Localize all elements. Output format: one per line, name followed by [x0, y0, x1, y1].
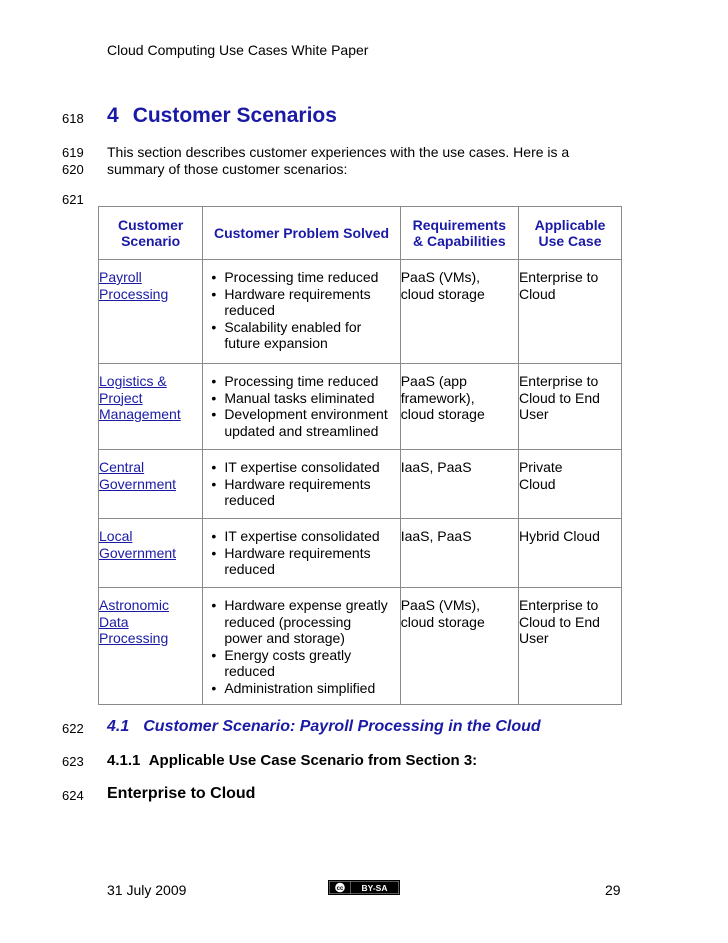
line-number: 620: [62, 162, 84, 177]
page-header: Cloud Computing Use Cases White Paper: [107, 42, 369, 58]
requirements-text-line: PaaS (app: [400, 373, 467, 389]
problem-text-line: Hardware requirements: [224, 475, 371, 492]
scenario-link[interactable]: Processing: [99, 630, 169, 646]
use-case-cell: [518, 450, 621, 519]
cc-license-label: BY-SA: [361, 882, 388, 893]
problem-list: [203, 459, 399, 509]
intro-line: summary of those customer scenarios:: [107, 161, 348, 177]
problem-text-line: Scalability enabled for: [224, 318, 362, 335]
header-text-line: Customer Problem Solved: [213, 224, 390, 241]
use-case-text-line: Enterprise to: [518, 373, 599, 389]
table-row: [99, 364, 622, 450]
problem-text-line: Administration simplified: [224, 679, 376, 696]
header-customer-scenario: [99, 207, 203, 260]
use-case-text-line: Private: [518, 459, 563, 475]
scenario-cell: [99, 519, 203, 588]
problem-text-line: reduced (processing: [224, 613, 352, 630]
problem-list: [203, 269, 399, 352]
header-problem-solved: [203, 207, 400, 260]
scenario-link[interactable]: Processing: [99, 285, 169, 302]
problem-list: [203, 528, 399, 578]
use-case-text-line: Enterprise to: [518, 597, 599, 613]
scenario-link[interactable]: Logistics &: [99, 373, 167, 389]
problem-text-line: Hardware requirements: [224, 544, 371, 561]
table-row: [99, 260, 622, 364]
table-row: [99, 588, 622, 705]
requirements-cell: [400, 260, 518, 364]
problem-item: [203, 459, 395, 476]
problem-text-line: updated and streamlined: [224, 422, 379, 439]
header-text-line: Scenario: [121, 233, 181, 249]
section-title: Customer Scenarios: [132, 104, 337, 127]
header-text-line: Use Case: [538, 233, 602, 249]
line-number: 618: [62, 111, 84, 126]
requirements-text-line: cloud storage: [400, 613, 485, 630]
problem-text-line: future expansion: [224, 335, 328, 351]
problem-text-line: reduced: [224, 561, 275, 577]
problem-item: [203, 286, 395, 319]
requirements-text-line: IaaS, PaaS: [400, 528, 472, 544]
footer-page-number: 29: [605, 882, 621, 898]
problem-cell: [203, 450, 400, 519]
problem-text-line: IT expertise consolidated: [224, 459, 380, 475]
scenario-link[interactable]: Astronomic: [99, 597, 170, 613]
requirements-cell: [400, 450, 518, 519]
requirements-cell: [400, 519, 518, 588]
header-text-line: Requirements: [412, 216, 506, 233]
problem-item: [203, 647, 395, 680]
scenario-link[interactable]: Data: [99, 613, 129, 630]
scenario-link[interactable]: Government: [99, 544, 177, 561]
use-case-text-line: User: [518, 406, 549, 422]
problem-text-line: Processing time reduced: [224, 269, 379, 285]
use-case-text-line: Hybrid Cloud: [518, 528, 600, 544]
use-case-cell: [518, 519, 621, 588]
table-row: [99, 450, 622, 519]
problem-item: [203, 680, 395, 697]
subsection-heading: [107, 718, 541, 736]
intro-paragraph: [107, 144, 607, 178]
requirements-cell: [400, 588, 518, 705]
scenario-cell: [99, 450, 203, 519]
header-text-line: Applicable: [534, 216, 606, 233]
line-number: 623: [62, 754, 84, 769]
problem-cell: [203, 364, 400, 450]
subsection-number: 4.1: [107, 718, 130, 735]
header-text-line: & Capabilities: [413, 233, 506, 249]
use-case-cell: [518, 364, 621, 450]
problem-text-line: reduced: [224, 492, 275, 508]
scenario-cell: [99, 364, 203, 450]
problem-text-line: IT expertise consolidated: [224, 528, 380, 544]
problem-cell: [203, 588, 400, 705]
problem-text-line: Energy costs greatly: [224, 646, 352, 663]
requirements-text-line: cloud storage: [400, 406, 485, 422]
requirements-text-line: PaaS (VMs),: [400, 597, 481, 613]
scenario-link[interactable]: Central: [99, 459, 145, 475]
use-case-text-line: Enterprise to: [518, 269, 599, 285]
intro-line: This section describes customer experiences with the use cases. Here is a: [107, 144, 570, 160]
problem-text-line: power and storage): [224, 630, 345, 646]
problem-text-line: reduced: [224, 302, 275, 318]
scenario-link[interactable]: Project: [99, 389, 143, 406]
requirements-text-line: IaaS, PaaS: [400, 459, 472, 475]
section-number: 4: [107, 104, 119, 127]
problem-item: [203, 269, 395, 286]
requirements-text-line: cloud storage: [400, 285, 485, 302]
problem-item: [203, 406, 395, 439]
requirements-text-line: PaaS (VMs),: [400, 269, 481, 285]
header-applicable-use-case: [518, 207, 621, 260]
table-row: [99, 519, 622, 588]
use-case-cell: [518, 260, 621, 364]
customer-scenarios-table: [98, 206, 622, 705]
scenario-cell: [99, 260, 203, 364]
scenario-link[interactable]: Payroll: [99, 269, 142, 285]
problem-item: [203, 545, 395, 578]
section-heading: [107, 104, 337, 128]
scenario-cell: [99, 588, 203, 705]
problem-text-line: Manual tasks eliminated: [224, 389, 375, 406]
problem-item: [203, 373, 395, 390]
cc-license-badge: [328, 880, 400, 895]
use-case-text-line: Cloud: [518, 475, 556, 492]
subsubsection-number: 4.1.1: [107, 752, 141, 769]
header-text-line: Customer: [117, 216, 184, 233]
problem-text-line: Processing time reduced: [224, 373, 379, 389]
table-header-row: [99, 207, 622, 260]
line-number: 622: [62, 721, 84, 736]
line-number: 624: [62, 788, 84, 803]
problem-item: [203, 319, 395, 352]
scenario-link[interactable]: Government: [99, 475, 177, 492]
problem-text-line: Hardware expense greatly: [224, 597, 388, 613]
use-case-text-line: Cloud: [518, 285, 556, 302]
line-number: 619: [62, 145, 84, 160]
use-case-cell: [518, 588, 621, 705]
subsection-title: Customer Scenario: Payroll Processing in the Cloud: [143, 718, 541, 735]
line-number: 621: [62, 192, 84, 207]
footer-date: 31 July 2009: [107, 882, 187, 898]
problem-list: [203, 373, 399, 439]
use-case-text-line: User: [518, 630, 549, 646]
problem-item: [203, 476, 395, 509]
use-case-text-line: Cloud to End: [518, 613, 600, 630]
problem-text-line: Hardware requirements: [224, 285, 371, 302]
problem-cell: [203, 519, 400, 588]
problem-list: [203, 597, 399, 696]
problem-item: [203, 390, 395, 407]
problem-item: [203, 528, 395, 545]
requirements-text-line: framework),: [400, 389, 475, 406]
subsubsection-heading: [107, 752, 477, 769]
scenario-link[interactable]: Local: [99, 528, 133, 544]
problem-text-line: reduced: [224, 663, 275, 679]
subsubsection-title: Applicable Use Case Scenario from Section 3:: [148, 752, 478, 769]
problem-text-line: Development environment: [224, 406, 388, 422]
use-case-text-line: Cloud to End: [518, 389, 600, 406]
problem-cell: [203, 260, 400, 364]
heading-enterprise-to-cloud: Enterprise to Cloud: [107, 785, 256, 802]
requirements-cell: [400, 364, 518, 450]
problem-item: [203, 597, 395, 647]
scenario-link[interactable]: Management: [99, 406, 181, 422]
svg-text:cc: cc: [336, 885, 344, 892]
header-requirements: [400, 207, 518, 260]
